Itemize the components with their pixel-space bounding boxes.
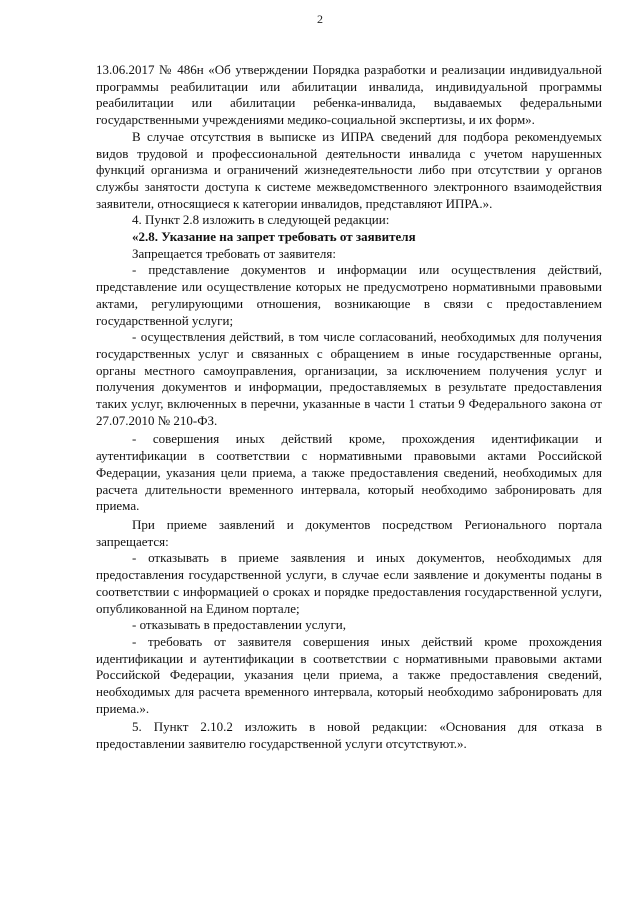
paragraph: 4. Пункт 2.8 изложить в следующей редакции: — [132, 212, 390, 228]
list-item: - отказывать в предоставлении услуги, — [132, 617, 347, 633]
paragraph: При приеме заявлений и документов посредством Регионального портала запрещается: — [96, 516, 602, 549]
page-number: 2 — [317, 12, 323, 26]
list-item: - осуществления действий, в том числе согласований, необходимых для получения государственных услуг и связанных с обращением в иные государственные органы, органы местного самоуправления, организации, за исключением получения услуг и получения документов и информации, предоставляемых в результате предоставления таких услуг, включенных в перечни, указанные в части 1 статьи 9 Федерального закона от 27.07.2010 № 210-ФЗ. — [96, 329, 602, 428]
list-item: - отказывать в приеме заявления и иных документов, необходимых для предоставления государственной услуги, в случае если заявление и документы поданы в соответствии с информацией о сроках и порядке предоставления государственной услуги, опубликованной на Едином портале; — [96, 550, 602, 616]
list-item: - совершения иных действий кроме, прохождения идентификации и аутентификации в соответствии с нормативными правовыми актами Российской Федерации, указания цели приема, а также предоставления сведений, необходимых для расчета длительности временного интервала, который необходимо забронировать для приема. — [96, 431, 602, 514]
list-item: - представление документов и информации или осуществления действий, представление или осуществление которых не предусмотрено нормативными правовыми актами, регулирующими отношения, возникающие в связи с предоставлением государственной услуги; — [96, 262, 602, 328]
section-heading: «2.8. Указание на запрет требовать от заявителя — [132, 229, 416, 245]
paragraph: В случае отсутствия в выписке из ИПРА сведений для подбора рекомендуемых видов трудовой и профессиональной деятельности инвалида с учетом нарушенных функций организма и ограничений жизнедеятельности либо при отсутствии у органов службы занятости доступа к системе межведомственного электронного взаимодействия заявители, относящиеся к категории инвалидов, представляют ИПРА.». — [96, 128, 602, 211]
paragraph: 13.06.2017 № 486н «Об утверждении Порядка разработки и реализации индивидуальной программы реабилитации или абилитации инвалида, индивидуальной программы реабилитации или абилитации ребенка-инвалида, выдаваемых федеральными государственными учреждениями медико-социальной экспертизы, и их форм». — [96, 62, 602, 128]
list-item: - требовать от заявителя совершения иных действий кроме прохождения идентификации и аутентификации в соответствии с нормативными правовыми актами Российской Федерации, указания цели приема, а также предоставления сведений, необходимых для расчета временного интервала, который необходимо забронировать для приема.». — [96, 633, 602, 716]
paragraph: 5. Пункт 2.10.2 изложить в новой редакции: «Основания для отказа в предоставлении заявителю государственной услуги отсутствуют.». — [96, 719, 602, 752]
document-body — [96, 62, 602, 753]
paragraph: Запрещается требовать от заявителя: — [132, 245, 336, 261]
